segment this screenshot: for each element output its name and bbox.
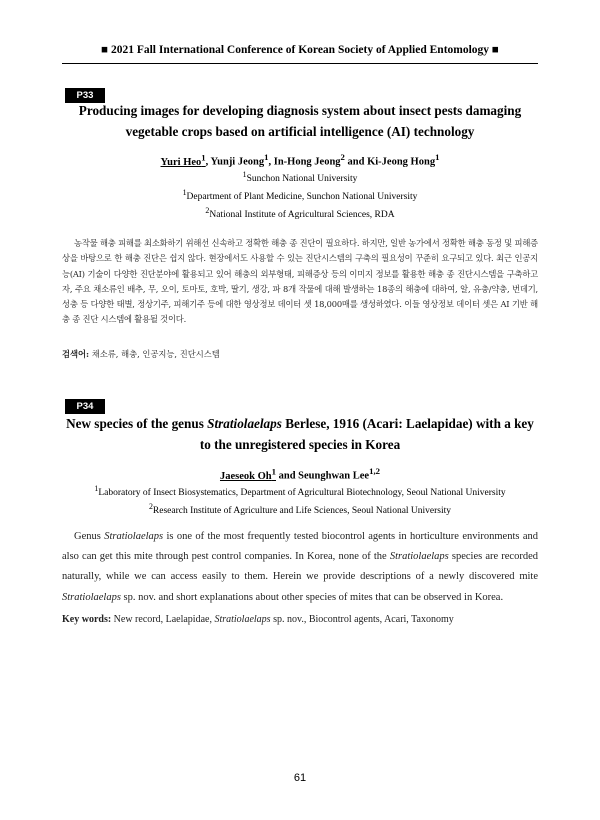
- p34-title-line2: to the unregistered species in Korea: [199, 437, 401, 452]
- p33-keywords-list: 채소류, 해충, 인공지능, 진단시스템: [89, 349, 220, 359]
- p33-title: [62, 100, 538, 142]
- p34-affiliation-sup: 1: [94, 484, 99, 493]
- p34-title: [62, 413, 538, 455]
- p34-badge: P34: [65, 399, 105, 414]
- p33-affiliation-sup: 1: [182, 188, 187, 198]
- p34-keywords-list: New record, Laelapidae,: [111, 614, 215, 625]
- conference-header: ■ 2021 Fall International Conference of Korean Society of Applied Entomology ■: [101, 44, 499, 56]
- p34-author-2: and Seunghwan Lee: [276, 470, 370, 482]
- p33-badge: P33: [65, 88, 105, 103]
- p34-keywords-label: Key words:: [62, 614, 112, 625]
- p34-abstract-genus: Stratiolaelaps: [389, 551, 449, 563]
- p34-affiliation: [62, 500, 538, 518]
- p34-affiliation-text: Laboratory of Insect Biosystematics, Department of Agricultural Biotechnology, Seoul National University: [98, 488, 506, 499]
- p33-author-4-sup: 1: [435, 152, 440, 162]
- p33-affiliation: [62, 168, 538, 186]
- p33-keywords-label: 검색어:: [62, 349, 90, 359]
- p33-authors: [62, 152, 538, 168]
- p33-author-3: , In-Hong Jeong: [268, 156, 341, 168]
- p34-affiliation-text: Research Institute of Agriculture and Life Sciences, Seoul National University: [152, 506, 452, 517]
- p33-keywords: [62, 348, 538, 360]
- p34-author-1-sup: 1: [271, 466, 276, 476]
- p33-title-line1: Producing images for developing diagnosis system about insect pests damaging: [78, 103, 522, 118]
- p34-title-genus: Stratiolaelaps: [207, 416, 282, 431]
- p33-affiliation-text: Department of Plant Medicine, Sunchon National University: [186, 192, 418, 203]
- p34-title-part: New species of the genus: [66, 416, 208, 431]
- p34-title-part: Berlese, 1916 (Acari: Laelapidae) with a key: [281, 416, 534, 431]
- p33-affiliation-sup: 2: [205, 206, 210, 216]
- p33-affiliation: [62, 186, 538, 204]
- p33-affiliations: [62, 168, 538, 222]
- p34-abstract-text: sp. nov. and short explanations about other species of mites that can be observed in Korea.: [120, 591, 504, 603]
- p34-abstract-genus: Stratiolaelaps: [62, 591, 121, 603]
- p34-author-1: Jaeseok Oh: [219, 470, 272, 482]
- p34-abstract-text: is one of the most frequently tested biocontrol agents in horticulture environments and also can get this mite through pest control companies. In Korea, none of the: [62, 531, 538, 563]
- p33-affiliation-text: National Institute of Agricultural Sciences, RDA: [209, 210, 395, 221]
- p34-abstract: [62, 527, 538, 608]
- p34-title-line1: [62, 413, 538, 434]
- p33-affiliation-sup: 1: [242, 170, 247, 179]
- p34-keywords-genus: Stratiolaelaps: [214, 614, 271, 625]
- page-number: 61: [293, 772, 307, 784]
- p33-author-4: and Ki-Jeong Hong: [344, 156, 436, 168]
- p34-affiliation: [62, 482, 538, 500]
- p33-title-line2: vegetable crops based on artificial intelligence (AI) technology: [125, 124, 475, 139]
- p33-presenting-author: [160, 152, 206, 168]
- p33-author-1: Yuri Heo: [160, 156, 202, 168]
- p34-affiliations: [62, 482, 538, 518]
- p34-abstract-text: Genus: [74, 531, 105, 542]
- p33-author-1-sup: 1: [201, 152, 206, 162]
- p33-author-2-sup: 1: [264, 152, 269, 162]
- p34-presenting-author: [219, 466, 276, 482]
- p34-abstract-genus: Stratiolaelaps: [104, 531, 164, 542]
- p34-author-2-sup: 1,2: [369, 466, 381, 476]
- p33-author-3-sup: 2: [340, 152, 345, 162]
- p34-keywords-list: sp. nov., Biocontrol agents, Acari, Taxonomy: [270, 614, 454, 625]
- p34-authors: [62, 466, 538, 482]
- p33-abstract: 농작물 해충 피해를 최소화하기 위해선 신속하고 정확한 해충 종 진단이 필요하다. 하지만, 일반 농가에서 정확한 해충 동정 및 피해증상을 바탕으로 한 해충 진단은 쉽지 않다. 현장에서도 사용할 수 있는 진단시스템의 구축의 필요성이 꾸준히 요구되고 있다. 최근 인공지능(AI) 기술이 다양한 진단분야에 활용되고 있어 해충의 외부형태, 피해증상 등의 이미지 정보를 활용한 해충 종 진단시스템을 구축하고 자, 주요 채소류인 배추, 무, 오이, 토마토, 호박, 딸기, 생강, 파 8개 작물에 대해 발생하는 18종의 해충에 대하여, 알, 유충/약충, 번데기, 성충 등 다양한 태별, 정상기주, 피해기주 등에 대한 영상정보 데이터 셋 18,000매를 생성하였다. 이들 영상정보 데이터 셋은 AI 기반 해충 종 진단 시스템에 활용될 것이다.: [62, 238, 538, 325]
- p34-affiliation-sup: 2: [148, 502, 153, 512]
- p33-affiliation-text: Sunchon National University: [246, 174, 358, 185]
- p33-affiliation: [62, 204, 538, 222]
- p34-keywords: [62, 614, 538, 625]
- p33-author-2: , Yunji Jeong: [205, 156, 265, 168]
- p34-abstract-text: species are recorded naturally, while we can access easily to them. Herein we provide descriptions of a newly discovered mite: [62, 551, 538, 583]
- header-rule: [62, 63, 538, 64]
